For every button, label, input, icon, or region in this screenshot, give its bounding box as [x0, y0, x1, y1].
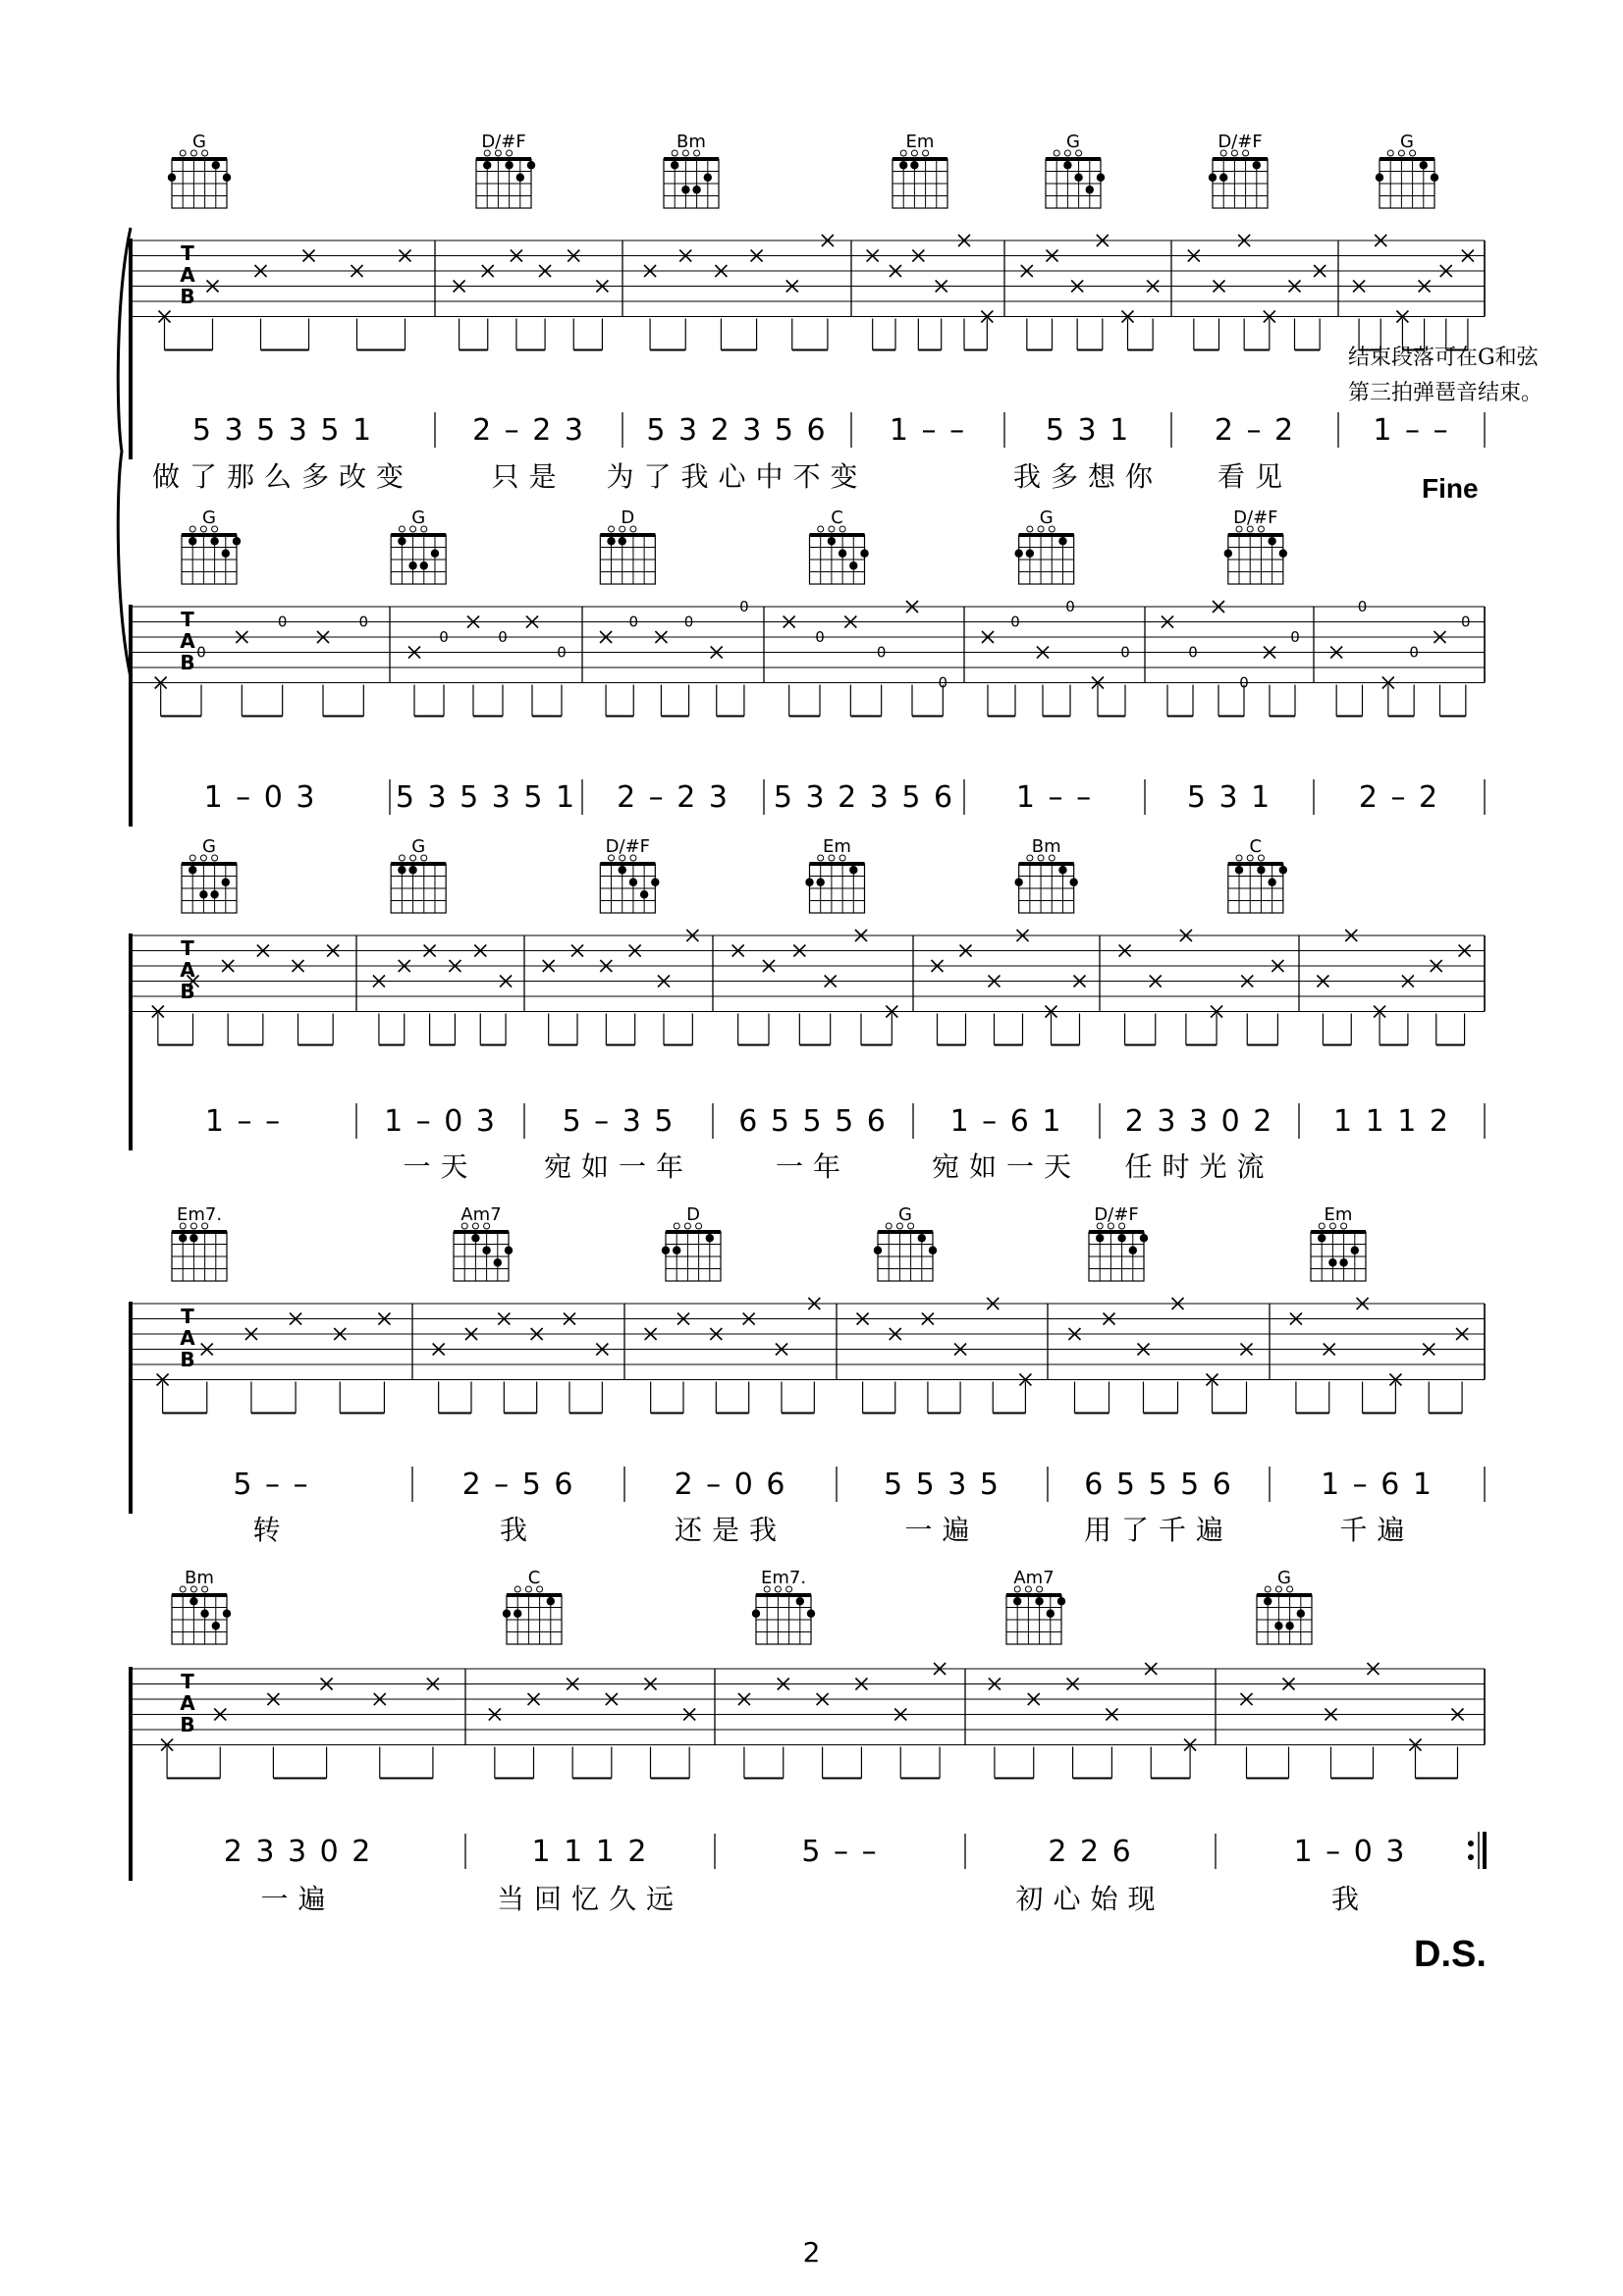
chord-diagram-s1-3-dot [849, 561, 857, 569]
lyric-s2-3: 一年 [775, 1150, 851, 1183]
lyric-s3-4: 用了千遍 [1083, 1514, 1234, 1546]
chord-diagram-s1-4-dot [1058, 537, 1066, 545]
lyric-s4-1: 当回忆久远 [496, 1883, 684, 1915]
chord-diagram-s1-3-open-string [818, 526, 824, 532]
tab-letter-b: B [180, 651, 195, 674]
chord-diagram-s1-1-dot [420, 561, 428, 569]
chord-diagram-s1-1-name: G [411, 507, 426, 528]
jianpu-measure-s0-5: 2 – 2 [1214, 413, 1296, 448]
jianpu-measure-s0-1: 2 – 2 3 [472, 413, 585, 448]
chord-diagram-s0-5-name: D/#F [1217, 132, 1263, 152]
chord-diagram-s2-2-dot [640, 890, 648, 898]
ds-marker: D.S. [1414, 1934, 1487, 1975]
chord-diagram-s3-1-dot [505, 1247, 513, 1255]
chord-diagram-s1-5-dot [1279, 550, 1287, 558]
chord-diagram-s0-4-open-string [1054, 150, 1059, 156]
chord-diagram-s3-4-dot [1096, 1234, 1104, 1242]
lyric-s3-3: 一遍 [904, 1514, 980, 1546]
jianpu-measure-s4-2: 5 – – [801, 1835, 879, 1869]
chord-diagram-s4-4-name: G [1277, 1568, 1291, 1588]
chord-diagram-s2-5-dot [1279, 866, 1287, 874]
page-number: 2 [802, 2236, 821, 2269]
tab-letter-t: T [181, 608, 194, 631]
tab-letter-t: T [181, 1305, 194, 1328]
chord-diagram-s4-4-open-string [1265, 1586, 1271, 1592]
chord-diagram-s3-1-dot [494, 1258, 502, 1266]
jianpu-measure-s4-0: 2 3 3 0 2 [223, 1835, 373, 1869]
lyric-s0-0: 做了那么多改变 [151, 460, 414, 493]
tab-letter-t: T [181, 1670, 194, 1693]
chord-diagram-s2-3-dot [805, 879, 813, 886]
chord-diagram-s3-3-dot [918, 1234, 926, 1242]
chord-diagram-s1-3-dot [860, 550, 868, 558]
lyric-s0-1: 只是 [491, 460, 567, 493]
tab-fret-number: 0 [1290, 628, 1300, 646]
jianpu-measure-s1-2: 2 – 2 3 [617, 780, 730, 815]
chord-diagram-s3-1-dot [482, 1247, 490, 1255]
lyric-s4-4: 我 [1330, 1883, 1370, 1915]
chord-diagram-s1-4-dot [1014, 550, 1022, 558]
chord-diagram-s2-2-dot [629, 879, 637, 886]
jianpu-measure-s2-1: 1 – 0 3 [384, 1104, 497, 1139]
chord-diagram-s2-5-dot [1257, 866, 1265, 874]
jianpu-measure-s3-0: 5 – – [233, 1468, 310, 1502]
chord-diagram-s3-5-dot [1318, 1234, 1325, 1242]
chord-diagram-s3-2-dot [706, 1234, 714, 1242]
lyric-s2-4: 宛如一天 [931, 1150, 1082, 1183]
jianpu-measure-s3-5: 1 – 6 1 [1321, 1468, 1434, 1502]
chord-diagram-s1-2-dot [619, 537, 626, 545]
tab-fret-number: 0 [628, 613, 639, 631]
chord-diagram-s1-4-open-string [1027, 526, 1033, 532]
chord-diagram-s3-4-name: D/#F [1094, 1204, 1139, 1225]
chord-diagram-s0-1-dot [527, 161, 535, 169]
chord-diagram-s2-0-dot [189, 866, 196, 874]
jianpu-measure-s0-2: 5 3 2 3 5 6 [646, 413, 828, 448]
jianpu-measure-s3-2: 2 – 0 6 [674, 1468, 787, 1502]
chord-diagram-s0-3-dot [899, 161, 907, 169]
chord-diagram-s4-1-dot [514, 1610, 521, 1618]
chord-diagram-s2-0-dot [210, 890, 218, 898]
chord-diagram-s4-4-dot [1264, 1597, 1271, 1605]
jianpu-measure-s1-6: 2 – 2 [1358, 780, 1440, 815]
lyric-s3-5: 千遍 [1339, 1514, 1415, 1546]
tab-letter-a: A [180, 958, 195, 982]
chord-diagram-s3-1-name: Am7 [460, 1204, 502, 1225]
chord-diagram-s2-4-dot [1058, 866, 1066, 874]
chord-diagram-s0-2-dot [692, 186, 700, 193]
chord-diagram-s1-0-open-string [189, 526, 195, 532]
chord-diagram-s1-0-dot [210, 537, 218, 545]
tab-fret-number: 0 [1409, 643, 1419, 662]
chord-diagram-s3-0-name: Em7. [176, 1204, 223, 1225]
chord-diagram-s0-4-dot [1097, 174, 1105, 182]
chord-diagram-s1-0-dot [233, 537, 241, 545]
tab-fret-number: 0 [876, 643, 887, 662]
jianpu-measure-s2-4: 1 – 6 1 [949, 1104, 1063, 1139]
chord-diagram-s4-3-name: Am7 [1013, 1568, 1055, 1588]
chord-diagram-s1-4-name: G [1039, 507, 1054, 528]
chord-diagram-s4-0-open-string [180, 1586, 186, 1592]
chord-diagram-s1-0-name: G [202, 507, 216, 528]
chord-diagram-s2-1-dot [398, 866, 406, 874]
chord-diagram-s4-4-dot [1274, 1622, 1282, 1629]
jianpu-measure-s0-0: 5 3 5 3 5 1 [191, 413, 374, 448]
tab-fret-number: 0 [739, 598, 749, 615]
chord-diagram-s2-0-dot [222, 879, 230, 886]
chord-diagram-s3-2-dot [662, 1247, 670, 1255]
tab-letter-b: B [180, 980, 195, 1003]
chord-diagram-s2-2-dot [651, 879, 659, 886]
tab-letter-b: B [180, 1348, 195, 1371]
tab-letter-t: T [181, 936, 194, 960]
chord-diagram-s0-5-dot [1253, 161, 1261, 169]
repeat-dot [1468, 1854, 1474, 1860]
tab-fret-number: 0 [1461, 613, 1471, 631]
jianpu-measure-s4-1: 1 1 1 2 [531, 1835, 649, 1869]
chord-diagram-s0-0-dot [212, 161, 220, 169]
lyric-s4-0: 一遍 [260, 1883, 336, 1915]
repeat-dot [1468, 1841, 1474, 1846]
tab-fret-number: 0 [938, 673, 948, 692]
chord-diagram-s0-0-dot [223, 174, 231, 182]
tab-fret-number: 0 [439, 628, 449, 646]
chord-diagram-s0-2-dot [704, 174, 712, 182]
jianpu-measure-s3-1: 2 – 5 6 [461, 1468, 575, 1502]
chord-diagram-s1-5-dot [1268, 537, 1275, 545]
chord-diagram-s2-1-dot [408, 866, 416, 874]
jianpu-measure-s0-4: 5 3 1 [1045, 413, 1131, 448]
jianpu-measure-s2-2: 5 – 3 5 [562, 1104, 676, 1139]
chord-diagram-s1-2-dot [607, 537, 615, 545]
chord-diagram-s1-1-dot [398, 537, 406, 545]
chord-diagram-s0-2-dot [671, 161, 678, 169]
tab-letter-a: A [180, 1691, 195, 1715]
chord-diagram-s4-3-dot [1035, 1597, 1043, 1605]
tab-letter-a: A [180, 263, 195, 287]
jianpu-measure-s0-6: 1 – – [1373, 413, 1450, 448]
tab-letter-a: A [180, 1326, 195, 1350]
chord-diagram-s0-4-name: G [1066, 132, 1080, 152]
chord-diagram-s3-5-dot [1339, 1258, 1347, 1266]
chord-diagram-s1-1-dot [408, 561, 416, 569]
chord-diagram-s1-5-dot [1224, 550, 1232, 558]
chord-diagram-s3-2-dot [673, 1247, 680, 1255]
chord-diagram-s4-0-dot [200, 1610, 208, 1618]
chord-diagram-s1-0-dot [222, 550, 230, 558]
tab-fret-number: 0 [1120, 643, 1130, 662]
tab-fret-number: 0 [1357, 598, 1368, 615]
chord-diagram-s4-1-open-string [514, 1586, 520, 1592]
chord-diagram-s4-1-dot [503, 1610, 511, 1618]
jianpu-measure-s3-3: 5 5 3 5 [884, 1468, 1001, 1502]
chord-diagram-s0-2-open-string [672, 150, 677, 156]
chord-diagram-s2-1-name: G [411, 836, 426, 857]
chord-diagram-s2-2-name: D/#F [605, 836, 651, 857]
tab-fret-number: 0 [1239, 673, 1249, 692]
chord-diagram-s3-5-open-string [1319, 1223, 1325, 1229]
jianpu-measure-s2-6: 1 1 1 2 [1333, 1104, 1450, 1139]
jianpu-measure-s1-0: 1 – 0 3 [203, 780, 317, 815]
chord-diagram-s3-2-name: D [686, 1204, 700, 1225]
chord-diagram-s1-5-name: D/#F [1233, 507, 1278, 528]
tab-fret-number: 0 [815, 628, 825, 646]
chord-diagram-s2-4-dot [1014, 879, 1022, 886]
lyric-s3-0: 转 [252, 1514, 291, 1546]
chord-diagram-s4-0-dot [223, 1610, 231, 1618]
chord-diagram-s2-0-name: G [202, 836, 216, 857]
jianpu-measure-s3-4: 6 5 5 5 6 [1084, 1468, 1233, 1502]
chord-diagram-s2-1-open-string [399, 855, 405, 861]
tab-fret-number: 0 [683, 613, 694, 631]
chord-diagram-s1-4-dot [1026, 550, 1034, 558]
lyric-s2-1: 一天 [403, 1150, 478, 1183]
chord-diagram-s3-0-dot [189, 1234, 197, 1242]
chord-diagram-s3-2-open-string [674, 1223, 679, 1229]
chord-diagram-s3-3-open-string [886, 1223, 892, 1229]
chord-diagram-s0-3-name: Em [905, 132, 935, 152]
chord-diagram-s4-3-dot [1047, 1610, 1055, 1618]
chord-diagram-s0-1-dot [516, 174, 524, 182]
chord-diagram-s0-0-dot [168, 174, 176, 182]
chord-diagram-s4-2-dot [752, 1610, 760, 1618]
fine-marker: Fine [1422, 473, 1479, 504]
chord-diagram-s0-4-dot [1063, 161, 1071, 169]
chord-diagram-s0-6-dot [1431, 174, 1438, 182]
chord-diagram-s3-5-dot [1351, 1247, 1359, 1255]
tab-fret-number: 0 [1010, 613, 1020, 631]
lyric-s0-5: 看见 [1217, 460, 1293, 493]
chord-diagram-s2-3-dot [849, 866, 857, 874]
chord-diagram-s1-1-dot [431, 550, 439, 558]
chord-diagram-s0-5-dot [1219, 174, 1227, 182]
chord-diagram-s1-3-dot [839, 550, 846, 558]
chord-diagram-s4-1-name: C [527, 1568, 541, 1588]
chord-diagram-s3-1-dot [471, 1234, 479, 1242]
chord-diagram-s0-2-name: Bm [676, 132, 706, 152]
chord-diagram-s1-2-name: D [621, 507, 635, 528]
lyric-s3-1: 我 [499, 1514, 538, 1546]
jianpu-measure-s0-3: 1 – – [889, 413, 967, 448]
chord-diagram-s0-1-dot [505, 161, 513, 169]
chord-diagram-s2-3-open-string [818, 855, 824, 861]
lyric-s3-2: 还是我 [674, 1514, 787, 1546]
chord-diagram-s3-4-dot [1140, 1234, 1148, 1242]
chord-diagram-s2-2-dot [619, 866, 626, 874]
chord-diagram-s0-0-name: G [192, 132, 206, 152]
chord-diagram-s3-4-dot [1129, 1247, 1137, 1255]
chord-diagram-s2-4-dot [1069, 879, 1077, 886]
chord-diagram-s3-3-dot [874, 1247, 882, 1255]
lyric-s0-2: 为了我心中不变 [606, 460, 868, 493]
tab-fret-number: 0 [277, 613, 288, 631]
chord-diagram-s3-3-dot [929, 1247, 937, 1255]
tab-letter-t: T [181, 241, 194, 265]
jianpu-measure-s1-1: 5 3 5 3 5 1 [395, 780, 577, 815]
chord-diagram-s1-3-dot [828, 537, 836, 545]
chord-diagram-s2-3-dot [817, 879, 825, 886]
chord-diagram-s0-0-open-string [180, 150, 186, 156]
chord-diagram-s0-4-dot [1074, 174, 1082, 182]
ending-note-line-1: 结束段落可在G和弦 [1348, 346, 1539, 370]
jianpu-measure-s2-3: 6 5 5 5 6 [738, 1104, 888, 1139]
chord-diagram-s4-3-dot [1057, 1597, 1065, 1605]
chord-diagram-s2-0-dot [199, 890, 207, 898]
tab-fret-number: 0 [358, 613, 369, 631]
chord-diagram-s2-5-open-string [1236, 855, 1242, 861]
jianpu-measure-s1-5: 5 3 1 [1186, 780, 1272, 815]
chord-diagram-s1-2-open-string [609, 526, 615, 532]
jianpu-measure-s2-5: 2 3 3 0 2 [1124, 1104, 1274, 1139]
chord-diagram-s0-6-dot [1420, 161, 1428, 169]
jianpu-measure-s2-0: 1 – – [204, 1104, 283, 1139]
chord-diagram-s3-3-name: G [898, 1204, 912, 1225]
jianpu-measure-s4-3: 2 2 6 [1048, 1835, 1133, 1869]
chord-diagram-s0-6-name: G [1400, 132, 1414, 152]
chord-diagram-s0-1-dot [483, 161, 491, 169]
chord-diagram-s2-0-open-string [189, 855, 195, 861]
lyric-s2-5: 任时光流 [1124, 1150, 1274, 1183]
chord-diagram-s4-0-name: Bm [185, 1568, 214, 1588]
chord-diagram-s0-3-open-string [900, 150, 906, 156]
jianpu-measure-s1-3: 5 3 2 3 5 6 [773, 780, 955, 815]
lyric-s2-2: 宛如一年 [543, 1150, 694, 1183]
chord-diagram-s0-1-name: D/#F [481, 132, 526, 152]
lyric-s0-4: 我多想你 [1012, 460, 1163, 493]
chord-diagram-s0-2-dot [681, 186, 689, 193]
tab-letter-a: A [180, 629, 195, 653]
chord-diagram-s2-5-dot [1268, 879, 1275, 886]
chord-diagram-s2-4-open-string [1027, 855, 1033, 861]
lyric-s4-3: 初心始现 [1015, 1883, 1165, 1915]
chord-diagram-s4-0-dot [212, 1622, 220, 1629]
chord-diagram-s4-1-dot [547, 1597, 555, 1605]
tab-fret-number: 0 [1188, 643, 1198, 662]
ending-note-line-2: 第三拍弹琶音结束。 [1348, 381, 1543, 405]
chord-diagram-s2-5-dot [1235, 866, 1243, 874]
chord-diagram-s3-5-dot [1328, 1258, 1336, 1266]
chord-diagram-s1-0-dot [189, 537, 196, 545]
jianpu-measure-s1-4: 1 – – [1015, 780, 1094, 815]
chord-diagram-s3-4-dot [1117, 1234, 1125, 1242]
chord-diagram-s4-2-dot [796, 1597, 804, 1605]
tab-letter-b: B [180, 1713, 195, 1736]
jianpu-measure-s4-4: 1 – 0 3 [1293, 1835, 1407, 1869]
tab-fret-number: 0 [557, 643, 567, 662]
chord-diagram-s2-3-name: Em [823, 836, 851, 857]
chord-diagram-s4-4-dot [1285, 1622, 1293, 1629]
chord-diagram-s1-1-open-string [399, 526, 405, 532]
chord-diagram-s3-5-name: Em [1324, 1204, 1353, 1225]
chord-diagram-s0-6-open-string [1387, 150, 1393, 156]
chord-diagram-s2-4-name: Bm [1031, 836, 1061, 857]
tab-fret-number: 0 [1065, 598, 1075, 615]
chord-diagram-s0-3-dot [910, 161, 918, 169]
chord-diagram-s4-4-dot [1297, 1610, 1305, 1618]
chord-diagram-s0-5-dot [1209, 174, 1217, 182]
chord-diagram-s0-6-dot [1376, 174, 1383, 182]
chord-diagram-s4-2-dot [807, 1610, 815, 1618]
chord-diagram-s3-0-dot [179, 1234, 187, 1242]
chord-diagram-s4-0-dot [189, 1597, 197, 1605]
chord-diagram-s2-5-name: C [1249, 836, 1263, 857]
chord-diagram-s1-3-name: C [831, 507, 843, 528]
tab-fret-number: 0 [196, 643, 206, 662]
chord-diagram-s0-4-dot [1086, 186, 1094, 193]
tab-fret-number: 0 [498, 628, 508, 646]
chord-diagram-s4-3-dot [1013, 1597, 1021, 1605]
tab-letter-b: B [180, 285, 195, 308]
chord-diagram-s4-2-name: Em7. [760, 1568, 807, 1588]
